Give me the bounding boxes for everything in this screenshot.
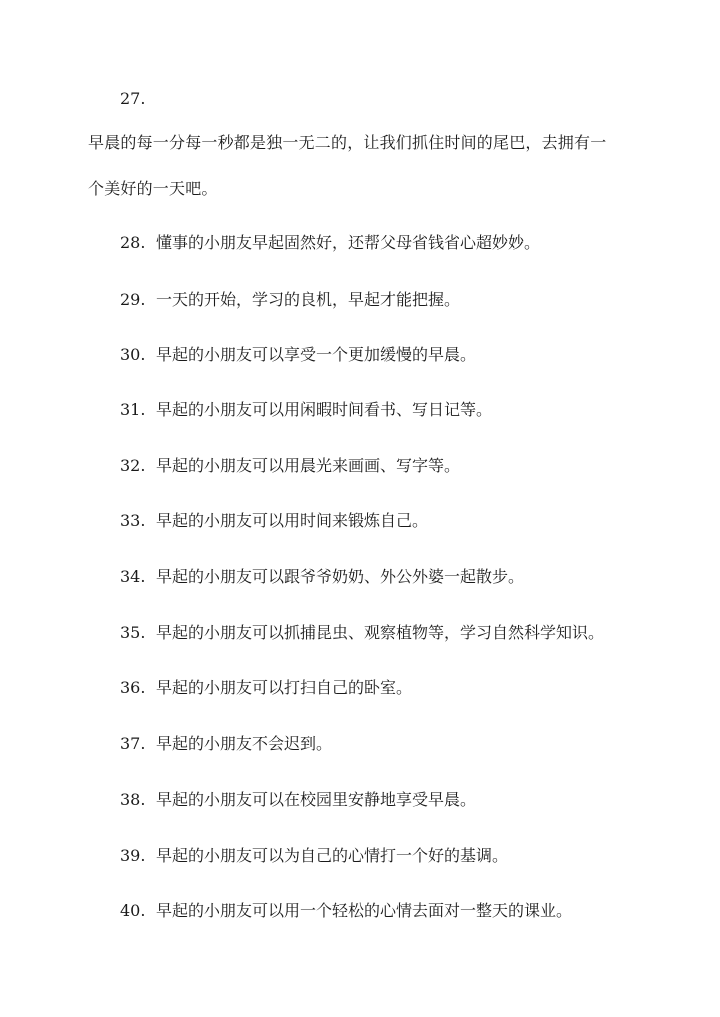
item-number: 36. [120, 678, 146, 697]
item-number: 38. [120, 790, 146, 809]
item-text: 早起的小朋友可以用闲暇时间看书、写日记等。 [156, 400, 493, 419]
list-item [120, 456, 460, 476]
item-text: 一天的开始，学习的良机，早起才能把握。 [156, 290, 461, 309]
list-item [120, 678, 412, 698]
list-item [120, 790, 476, 810]
item-text: 早起的小朋友可以为自己的心情打一个好的基调。 [156, 846, 509, 865]
item-number: 40. [120, 901, 146, 920]
list-item [120, 290, 460, 310]
item-text: 早起的小朋友可以用时间来锻炼自己。 [156, 511, 429, 530]
list-item [120, 511, 428, 531]
list-item [120, 901, 572, 921]
list-item [120, 345, 476, 365]
item-text: 早起的小朋友可以用一个轻松的心情去面对一整天的课业。 [156, 901, 573, 920]
list-item [120, 734, 332, 754]
item-text: 早起的小朋友不会迟到。 [156, 734, 333, 753]
list-item [120, 567, 524, 587]
item-number-27: 27. [120, 89, 146, 108]
item-number: 34. [120, 567, 146, 586]
item-number: 31. [120, 400, 146, 419]
item-number: 32. [120, 456, 146, 475]
item-number: 33. [120, 511, 146, 530]
item-text: 早起的小朋友可以抓捕昆虫、观察植物等，学习自然科学知识。 [156, 623, 605, 642]
list-item [120, 400, 492, 420]
item-number: 29. [120, 290, 146, 309]
item-text: 早起的小朋友可以打扫自己的卧室。 [156, 678, 413, 697]
item-number: 30. [120, 345, 146, 364]
item-text: 早起的小朋友可以用晨光来画画、写字等。 [156, 456, 461, 475]
item-number: 37. [120, 734, 146, 753]
list-item [120, 623, 604, 643]
list-item [120, 846, 508, 866]
item-text: 早起的小朋友可以跟爷爷奶奶、外公外婆一起散步。 [156, 567, 525, 586]
item-text: 早起的小朋友可以享受一个更加缓慢的早晨。 [156, 345, 477, 364]
item-number: 28. [120, 233, 146, 252]
item-text: 早起的小朋友可以在校园里安静地享受早晨。 [156, 790, 477, 809]
item-text: 懂事的小朋友早起固然好，还帮父母省钱省心超妙妙。 [156, 233, 541, 252]
item-number: 39. [120, 846, 146, 865]
list-item [120, 233, 540, 253]
intro-line-2: 个美好的一天吧。 [88, 179, 218, 198]
intro-line-1: 早晨的每一分每一秒都是独一无二的，让我们抓住时间的尾巴，去拥有一 [88, 133, 607, 152]
item-number: 35. [120, 623, 146, 642]
